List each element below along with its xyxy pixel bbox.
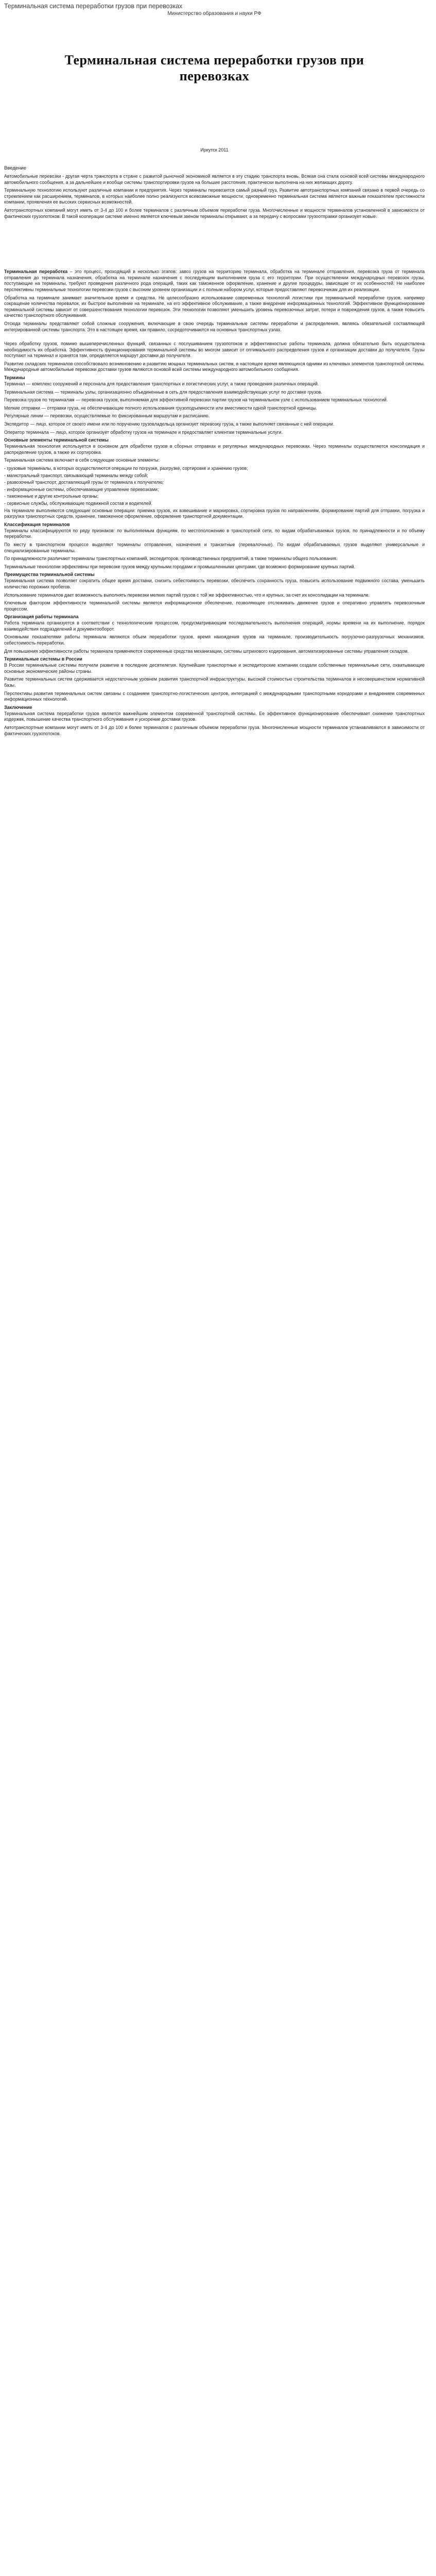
section-heading: Преимущества терминальной системы: [4, 572, 95, 578]
body-paragraph: Терминальные технологии эффективны при перевозке грузов между крупными городами и промышленными центрами, где возможно формирование крупных партий.: [4, 564, 355, 569]
body-paragraph: Терминальная система позволяет сократить общее время доставки, снизить себестоимость перевозки, обеспечить сохранность груза, повысить использование подвижного состава, уменьшить количество порожних пробегов.: [4, 578, 425, 589]
body-paragraph: Терминальная переработка – это процесс, проходящий в несколько этапов: завоз грузов на территорию терминала, обработка на терминале отправления, перевозка груза от терминала отправления до терминала назначения, обработка на терминале назначения с последующим выполнением груза с его территории. При осуществлении международных перевозок грузы, поступающие на терминалы, требуют проведения различного рода операций, таких как таможенное оформление, хранение и другие процедуры, зависящие от их особенностей. Не наиболее перспективны терминальные технологии перевозки грузов с высоким уровнем организации и с полным набором услуг, которые предоставляют перевозчикам для их реализации.: [4, 269, 425, 292]
section-heading: Термины: [4, 375, 25, 381]
body-paragraph: Для повышения эффективности работы терминала применяются современные средства механизации, системы штрихового кодирования, автоматизированные системы управления складом.: [4, 648, 409, 654]
document-body: [4, 174, 425, 737]
body-paragraph: Перевозка грузов по терминалам — перевозка грузов, выполняемая для эффективной перевозки партии грузов на терминальном узле с использованием терминальных технологий.: [4, 397, 388, 403]
body-paragraph: Развитие терминальных систем сдерживается недостаточным уровнем развития транспортной инфраструктуры, высокой стоимостью строительства терминалов и несовершенством нормативной базы.: [4, 676, 425, 688]
body-paragraph: Оператор терминала — лицо, которое организует обработку грузов на терминале и предоставляет клиентам терминальные услуги.: [4, 429, 283, 435]
list-item: - развозочный транспорт, доставляющий грузы от терминала к получателю;: [4, 480, 164, 485]
body-paragraph: В России терминальные системы получили развитие в последние десятилетия. Крупнейшие транспортные и экспедиторские компании создали собственные терминальные сети, охватывающие основные экономические районы страны.: [4, 663, 425, 674]
body-paragraph: Автомобильные перевозки - другая черта транспорта в стране с развитой рыночной экономикой является в эту стадию транспорта вновь. Всякая она стала основой всей системы международного автомобильного сообщения, а за дальнейшее и вообще системы транспортировки грузов на большие расстояния, практически выполнена на них желающих дорогу.: [4, 174, 425, 185]
list-item: - магистральный транспорт, связывающий терминалы между собой;: [4, 472, 148, 478]
list-item: - сервисные службы, обслуживающие подвижной состав и водителей.: [4, 500, 153, 506]
body-paragraph: Мелкие отправки — отправки груза, не обеспечивающие полного использования грузоподъемности или вместимости одной транспортной единицы.: [4, 405, 317, 411]
body-paragraph: По месту в транспортном процессе выделяют терминалы отправления, назначения и транзитные (перевалочные). По видам обрабатываемых грузов выделяют универсальные и специализированные терминалы.: [4, 541, 425, 553]
section-gap: [4, 335, 425, 341]
document-page: [0, 0, 436, 737]
page-title: Терминальная система переработки грузов при перевозках: [64, 53, 364, 83]
body-paragraph: Терминальная система переработки грузов является важнейшим элементом современной транспортной системы. Ее эффективное функционирование обеспечивает снижение транспортных издержек, повышение качества транспортного обслуживания и ускорение доставки грузов.: [4, 710, 425, 722]
body-paragraph: Работа терминала организуется в соответствии с технологическим процессом, предусматривающим последовательность выполнения операций, нормы времени на их выполнение, порядок взаимодействия подразделений и документооборот.: [4, 620, 425, 632]
list-item: - информационные системы, обеспечивающие управление перевозками;: [4, 486, 159, 492]
body-paragraph: Ключевым фактором эффективности терминальной системы является информационное обеспечение, позволяющее отслеживать движение грузов и оперативно управлять перевозочным процессом.: [4, 600, 425, 612]
section-heading: Терминальные системы в России: [4, 656, 82, 662]
body-paragraph: Перспективы развития терминальных систем связаны с созданием транспортно-логистических центров, интеграцией с международными транспортными коридорами и внедрением современных информационных технологий.: [4, 690, 425, 702]
body-paragraph: Использование терминалов дает возможность выполнять перевозки мелких партий грузов с той же эффективностью, что и крупных, за счет их консолидации на терминале.: [4, 592, 370, 598]
body-paragraph: Терминальная система включает в себя следующие основные элементы:: [4, 457, 160, 463]
body-paragraph: На терминале выполняются следующие основные операции: приемка грузов, их взвешивание и маркировка, сортировка грузов по направлениям, формирование партий для отправки, погрузка и разгрузка транспортных средств, хранение, таможенное оформление, оформление транспортной документации.: [4, 507, 425, 519]
ministry-line: Министерство образования и науки РФ: [167, 11, 261, 16]
body-paragraph: Отсюда терминалы представляют собой сложные сооружения, включающие в свою очередь терминальные системы переработки и распределения, являясь обязательной составляющей интегрированной системы транспорта. Это в настоящее время, как правило, сосредоточиваются на основных транспортных узлах.: [4, 320, 425, 332]
body-paragraph: Экспедитор — лицо, которое от своего имени или по поручению грузовладельца организует перевозку груза, а также выполняет связанные с ней операции.: [4, 421, 335, 427]
body-paragraph: Терминал — комплекс сооружений и персонала для предоставления транспортных и логистических услуг, а также проведения различных операций.: [4, 381, 319, 387]
document-header-title: Терминальная система переработки грузов при перевозках: [4, 3, 183, 10]
list-item: - грузовые терминалы, в которых осуществляются операции по погрузке, разгрузке, сортировке и хранению грузов;: [4, 466, 248, 471]
body-paragraph: По принадлежности различают терминалы транспортных компаний, экспедиторов, производственных предприятий, а также терминалы общего пользования.: [4, 556, 338, 562]
paragraph-bold-lead: Терминальная переработка: [4, 269, 68, 275]
body-paragraph: Развитие складских терминалов способствовало возникновению и развитию мощных терминальных систем, в настоящее время являющихся одними из ключевых элементов транспортной системы. Международные автомобильные перевозки доставки грузов являются основой всей системы международного автомобильного сообщения.: [4, 361, 425, 372]
section-heading: Основные элементы терминальной системы: [4, 437, 109, 443]
body-paragraph: Терминальная система — терминалы узлы, организационно объединенные в сеть для предоставления взаимодействующих услуг по доставке грузов.: [4, 389, 322, 395]
body-paragraph: Обработка на терминале занимает значительное время и средства. Не целесообразно использование современных технологий логистики при терминальной переработке грузов, например сокращение количества перевалок, их быстрое выполнение на терминале, на его эффективное обслуживание, а также внедрение информационных технологий. Эффективное функционирование терминальной системы зависит от совершенствования технологии перевозок. Эти технологии позволяют уменьшить уровень перевозочных затрат, потери и повреждения грузов, а также повысить качество транспортного обслуживания.: [4, 295, 425, 318]
body-paragraph: Регулярные линии — перевозки, осуществляемые по фиксированным маршрутам и расписанию.: [4, 413, 210, 419]
section-heading: Классификация терминалов: [4, 521, 70, 527]
body-paragraph: Основными показателями работы терминала являются объем переработки грузов, время нахождения грузов на терминале, производительность погрузочно-разгрузочных механизмов, себестоимость переработки.: [4, 634, 425, 646]
city-year: Иркутск 2011: [200, 147, 229, 152]
body-paragraph: Терминалы классифицируются по ряду признаков: по выполняемым функциям, по местоположению в транспортной сети, по видам обрабатываемых грузов, по принадлежности и по объему переработки.: [4, 528, 425, 539]
list-item: - таможенные и другие контрольные органы;: [4, 494, 99, 499]
intro-label: Введение: [4, 165, 27, 171]
section-gap: [4, 222, 425, 269]
section-heading: Организация работы терминала: [4, 614, 79, 620]
body-paragraph: Терминальная технология используется в основном для обработки грузов в сборных отправках и регулярных международных перевозках. Через терминалы осуществляется консолидация и распределение грузов, а также их сортировка.: [4, 444, 425, 455]
section-heading: Заключение: [4, 704, 32, 710]
body-paragraph: Через обработку грузов, помимо вышеперечисленных функций, связанных с послушиванием грузопотоков и эффективностью работы терминала, должна обязательно быть осуществлена необходимость их обработка. Эффективность функционирования терминальной системы во многом зависит от оптимального распределения грузов и организации доставки до получателя. Грузы поступают на терминал и хранятся там, определяется маршрут доставки до получателя.: [4, 341, 425, 359]
body-paragraph: Автотранспортные компании могут иметь от 3-4 до 100 и более терминалов с различным объемом переработки груза. Многочисленные мощности терминалов устанавливаются в зависимости от фактических грузопотоков.: [4, 725, 425, 736]
body-paragraph: Автотранспортных компаний могут иметь от 3-4 до 100 и более терминалов с различным объемом переработки груза. Многочисленные и мощности терминалов установленной в зависимости от фактических грузопотоков. В такой кооперации системе именно является ключевым звеном терминалы открывают, а за передачу с вопросами грузоотправки организует новые.: [4, 207, 425, 219]
body-paragraph: Терминальную технологию используют различные компании и предприятия. Через терминалы перевозится самый разный груз. Развитие автотранспортных компаний связано в первой очередь со стремлением как расширением, терминалов, в которых наиболее полно реализуются всевозможные мощности, одновременно терминальная система является важным показателем престижности компании, проявления ее высоких сервисных возможностей.: [4, 188, 425, 205]
